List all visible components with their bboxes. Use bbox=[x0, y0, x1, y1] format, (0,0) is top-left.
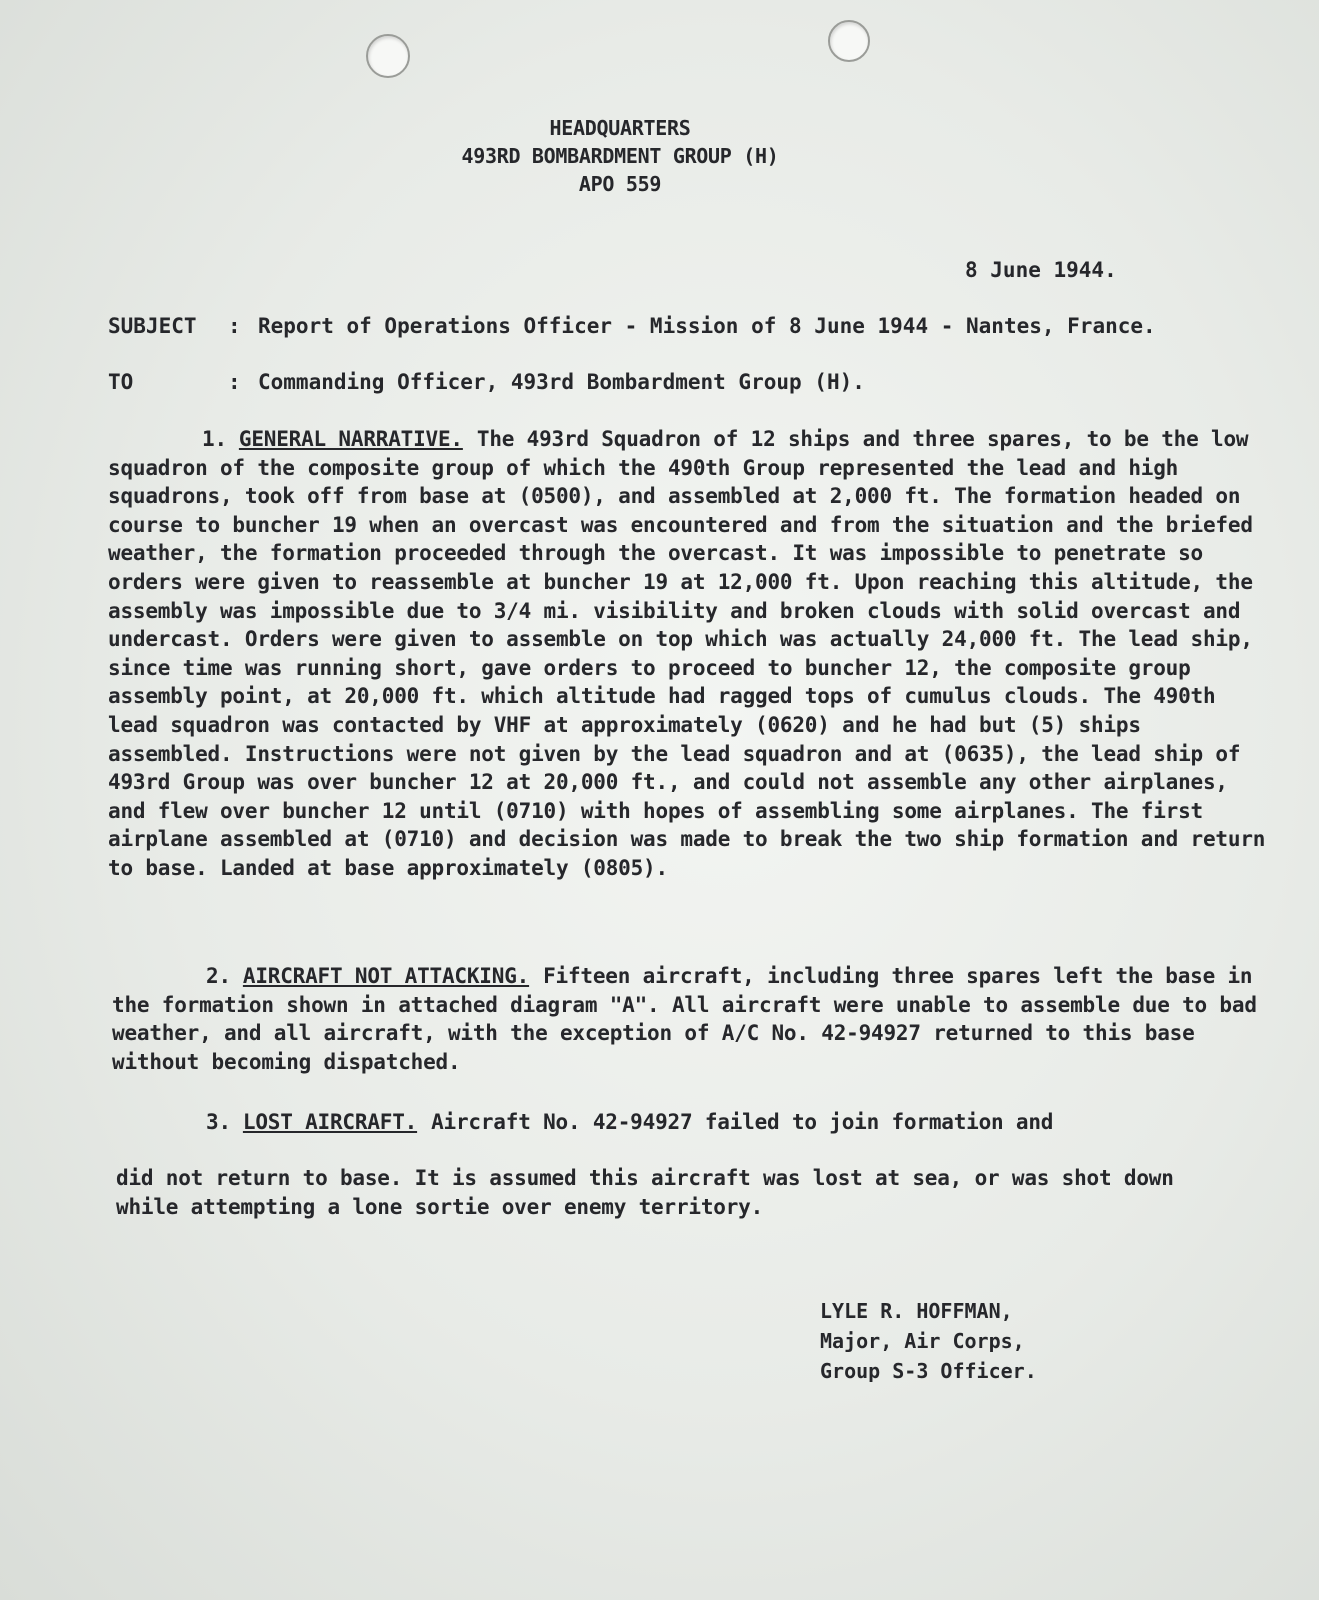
paragraph-heading: AIRCRAFT NOT ATTACKING. bbox=[242, 964, 530, 988]
paragraph-text: Aircraft No. 42-94927 failed to join formation and bbox=[431, 1110, 1054, 1134]
paragraph-heading: LOST AIRCRAFT. bbox=[242, 1110, 418, 1134]
signature-block bbox=[820, 1296, 1037, 1386]
paragraph-heading: GENERAL NARRATIVE. bbox=[238, 427, 463, 451]
to-text: Commanding Officer, 493rd Bombardment Group (H). bbox=[258, 370, 865, 394]
to-label: TO bbox=[108, 370, 134, 394]
subject-text: Report of Operations Officer - Mission of 8 June 1944 - Nantes, France. bbox=[258, 314, 1156, 338]
paragraph-lost-aircraft bbox=[112, 1108, 1272, 1137]
letterhead bbox=[0, 114, 1240, 198]
paragraph-general-narrative bbox=[108, 425, 1268, 883]
punch-hole-left bbox=[366, 34, 410, 78]
to-line bbox=[108, 370, 865, 394]
punch-hole-right bbox=[828, 20, 870, 62]
letterhead-line-3: APO 559 bbox=[578, 172, 662, 196]
paragraph-number: 1. bbox=[202, 427, 227, 451]
letterhead-line-2: 493RD BOMBARDMENT GROUP (H) bbox=[461, 144, 779, 168]
paragraph-aircraft-not-attacking bbox=[112, 962, 1272, 1076]
document-date: 8 June 1944. bbox=[965, 258, 1117, 282]
signer-rank: Major, Air Corps, bbox=[820, 1329, 1025, 1353]
subject-label: SUBJECT bbox=[108, 314, 197, 338]
paragraph-text: The 493rd Squadron of 12 ships and three spares, to be the low squadron of the composite group of which the 490th Group represented the lead and high squadrons, took off from base at (0500), and assembled at 2,000 ft. The formation headed on course to buncher 19 when an overcast was encountered and from the situation and the briefed weather, the formation proceeded through the overcast. It was impossible to penetrate so orders were given to reassemble at buncher 19 at 12,000 ft. Upon reaching this altitude, the assembly was impossible due to 3/4 mi. visibility and broken clouds with solid overcast and undercast. Orders were given to assemble on top which was actually 24,000 ft. The lead ship, since time was running short, gave orders to proceed to buncher 12, the composite group assembly point, at 20,000 ft. which altitude had ragged tops of cumulus clouds. The 490th lead squadron was contacted by VHF at approximately (0620) and he had but (5) ships assembled. Instructions were not given by the lead squadron and at (0635), the lead ship of 493rd Group was over buncher 12 at 20,000 ft., and could not assemble any other airplanes, and flew over buncher 12 until (0710) with hopes of assembling some airplanes. The first airplane assembled at (0710) and decision was made to break the two ship formation and return to base. Landed at base approximately (0805). bbox=[108, 427, 1266, 880]
letterhead-line-1: HEADQUARTERS bbox=[549, 116, 691, 140]
paragraph-number: 2. bbox=[206, 964, 231, 988]
subject-line bbox=[108, 314, 1156, 338]
paragraph-number: 3. bbox=[206, 1110, 231, 1134]
subject-separator: : bbox=[228, 314, 241, 338]
paragraph-lost-aircraft-continuation: did not return to base. It is assumed this aircraft was lost at sea, or was shot down while attempting a lone sortie over enemy territory. bbox=[116, 1166, 1174, 1219]
signer-name: LYLE R. HOFFMAN, bbox=[820, 1299, 1013, 1323]
to-separator: : bbox=[228, 370, 241, 394]
paragraph-text: Fifteen aircraft, including three spares left the base in the formation shown in attached diagram "A". All aircraft were unable to assemble due to bad weather, and all aircraft, with the exception of A/C No. 42-94927 returned to this base without becoming dispatched. bbox=[112, 964, 1257, 1074]
signer-title: Group S-3 Officer. bbox=[820, 1359, 1037, 1383]
